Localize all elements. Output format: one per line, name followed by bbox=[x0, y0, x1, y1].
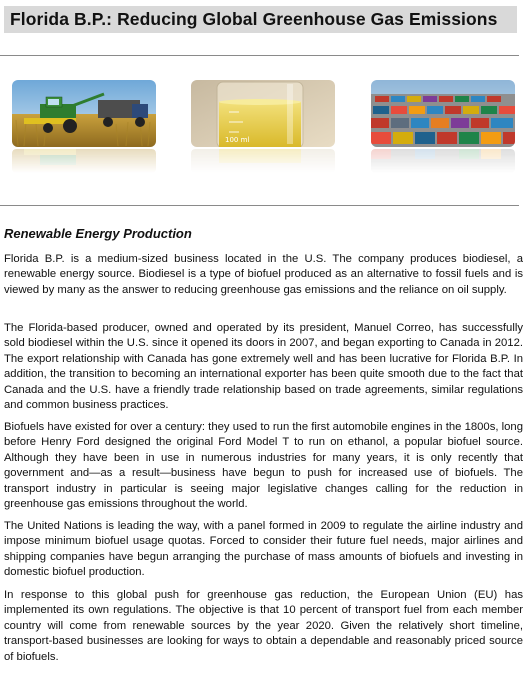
shipping-containers-photo-group bbox=[371, 80, 515, 175]
paragraph: Biofuels have existed for over a century: they used to run the first automobile engines in the 1800s, long before Henry Ford designed the original Ford Model T to run on ethanol, a popular biofuel source. Although they have been in use in numerous industries for many years, it is only recently that government and—as a result—business have begun to push for increased use of biofuels. The transport industry in particular is seeing major legislative changes calling for the reduction in greenhouse gas emissions throughout the world. bbox=[4, 421, 523, 511]
title-bar bbox=[4, 6, 517, 33]
harvester-photo-reflection bbox=[12, 149, 156, 173]
harvester-photo-group bbox=[12, 80, 156, 175]
bottom-divider bbox=[0, 205, 519, 206]
paragraph: The United Nations is leading the way, with a panel formed in 2009 to regulate the airline industry and impose minimum biofuel usage quotas. Forced to consider their future fuel needs, major airlines and shipping companies have begun arranging the purchase of mass amounts of biofuels and investing in domestic biofuel production. bbox=[4, 520, 523, 579]
section-heading: Renewable Energy Production bbox=[4, 226, 192, 241]
page-title: Florida B.P.: Reducing Global Greenhouse Gas Emissions bbox=[10, 9, 498, 29]
paragraph: Florida B.P. is a medium-sized business located in the U.S. The company produces biodiesel, a renewable energy source. Biodiesel is a type of biofuel produced as an alternative to fossil fuels and is viewed by many as the answer to reducing greenhouse gas emissions and the reliance on oil supply. bbox=[4, 253, 523, 296]
paragraph: In response to this global push for greenhouse gas reduction, the European Union (EU) has implemented its own regulations. The objective is that 10 percent of transport fuel from each member country will come from renewable sources by the year 2020. Given the relatively short timeline, transport-based businesses are looking for ways to obtain a dependable and reasonably priced source of biofuels. bbox=[4, 589, 523, 663]
biodiesel-beaker-photo bbox=[191, 80, 335, 147]
biodiesel-beaker-photo-group bbox=[191, 80, 335, 175]
harvester-photo bbox=[12, 80, 156, 147]
biodiesel-beaker-photo-reflection bbox=[191, 149, 335, 173]
shipping-containers-photo bbox=[371, 80, 515, 147]
paragraph: The Florida-based producer, owned and operated by its president, Manuel Correo, has successfully sold biodiesel within the U.S. since it opened its doors in 2007, and began exporting to Canada in 2012. The export relationship with Canada has gone extremely well and has been lucrative for Florida B.P. In addition, the transition to becoming an international exporter has been quite smooth due to the fact that Canada and the U.S. have a friendly trade relationship based on trade agreements, similar regulations and common business practices. bbox=[4, 322, 523, 412]
shipping-containers-photo-reflection bbox=[371, 149, 515, 173]
beaker-label: 100 ml bbox=[225, 136, 250, 144]
top-divider bbox=[0, 55, 519, 56]
